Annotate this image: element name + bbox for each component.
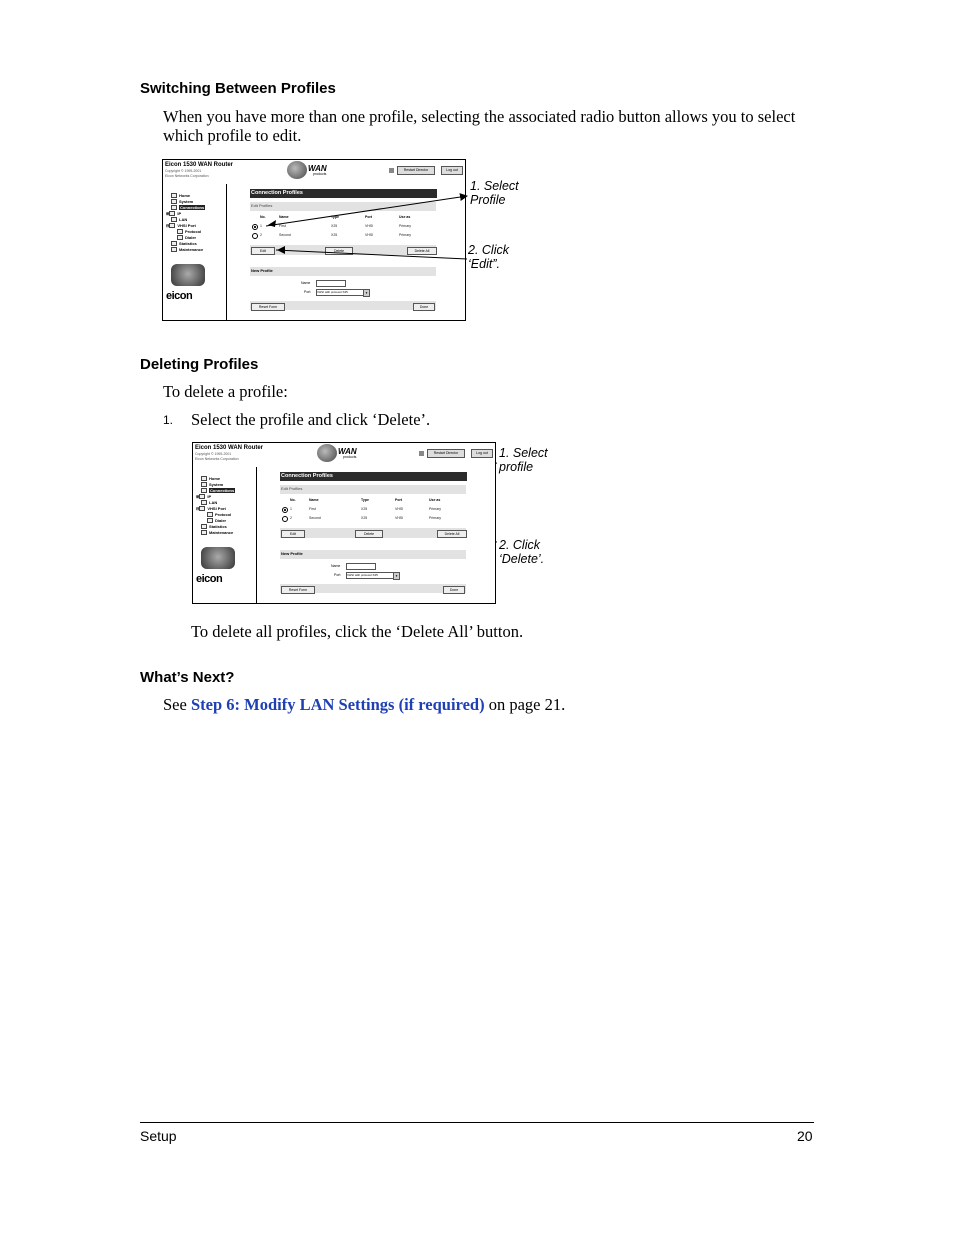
folder-icon — [201, 488, 207, 493]
globe-icon — [317, 444, 337, 462]
cell: First — [279, 224, 286, 228]
nav-item[interactable]: Protocol — [207, 512, 231, 517]
col-header: Use as — [399, 215, 411, 219]
cell: X25 — [331, 224, 338, 228]
folder-icon — [201, 500, 207, 505]
folder-icon — [199, 494, 205, 499]
arrow-to-radio — [266, 196, 467, 226]
col-header: No. — [290, 498, 296, 502]
cell: Primary — [399, 233, 412, 237]
step6-link[interactable]: Step 6: Modify LAN Settings (if required) — [190, 695, 485, 714]
cell: Second — [309, 516, 321, 520]
section-heading-deleting: Deleting Profiles — [140, 356, 259, 373]
new-profile-panel — [280, 550, 466, 559]
folder-icon — [201, 482, 207, 487]
port-select[interactable]: VHSI with protocol X25 — [346, 572, 398, 579]
nav-item[interactable]: ⊞ IP — [166, 211, 182, 216]
app-title: Eicon 1530 WAN Router — [195, 445, 264, 451]
app-title: Eicon 1530 WAN Router — [165, 162, 234, 168]
callout-line: 2. Click — [499, 538, 540, 552]
folder-icon — [201, 530, 207, 535]
folder-icon — [199, 506, 205, 511]
nav-item[interactable]: Statistics — [171, 241, 197, 246]
edit-profiles-title: Edit Profiles — [251, 203, 273, 208]
nav-item[interactable]: Protocol — [177, 229, 201, 234]
col-header: Port — [395, 498, 402, 502]
restart-director-button[interactable]: Restart Director — [427, 449, 465, 458]
whats-next-text — [163, 695, 565, 714]
chevron-down-icon[interactable]: ▾ — [393, 572, 400, 580]
wan-brand: WAN — [308, 164, 327, 173]
profile-radio-1[interactable] — [282, 507, 288, 513]
delete-button[interactable]: Delete — [355, 530, 383, 538]
logout-button[interactable]: Log out — [471, 449, 493, 458]
nav-item-selected[interactable]: Connections — [171, 205, 205, 210]
cell: Primary — [429, 507, 442, 511]
router-screenshot-delete — [192, 442, 496, 604]
cell: Primary — [429, 516, 442, 520]
nav-item[interactable]: LAN — [201, 500, 217, 505]
port-select[interactable]: VHSI with protocol X25 — [316, 289, 368, 296]
status-icon — [419, 451, 424, 456]
nav-item[interactable]: Maintenance — [171, 247, 203, 252]
wan-brand: WAN — [338, 447, 357, 456]
callout-select-profile-2 — [499, 446, 569, 474]
cell: Primary — [399, 224, 412, 228]
nav-item[interactable]: Maintenance — [201, 530, 233, 535]
cell: 1 — [260, 224, 262, 228]
arrow-to-edit — [276, 250, 467, 259]
delete-intro: To delete a profile: — [163, 382, 288, 401]
col-header: Name — [309, 498, 319, 502]
eicon-logo: eicon — [196, 573, 223, 585]
folder-icon — [207, 518, 213, 523]
paragraph-line: When you have more than one profile, selecting the associated radio button allows you to select — [163, 107, 796, 126]
restart-director-button[interactable]: Restart Director — [397, 166, 435, 175]
col-header: Name — [279, 215, 289, 219]
company-text: Eicon Networks Corporation — [195, 457, 239, 461]
company-text: Eicon Networks Corporation — [165, 174, 209, 178]
cell: VHSI — [365, 224, 374, 228]
port-label: Port — [334, 573, 341, 577]
connection-profiles-bar: Connection Profiles — [280, 472, 467, 481]
callout-line: 1. Select — [470, 179, 519, 193]
folder-icon — [201, 524, 207, 529]
page-ref-text: on page 21. — [488, 695, 566, 714]
wan-sub: products — [313, 172, 327, 176]
edit-button[interactable]: Edit — [281, 530, 305, 538]
cell: Second — [279, 233, 291, 237]
copyright-text: Copyright © 1995-2001 — [195, 452, 232, 456]
logout-button[interactable]: Log out — [441, 166, 463, 175]
nav-item[interactable]: ⊞ IP — [196, 494, 212, 499]
nav-sidebar — [193, 467, 257, 603]
step-text: Select the profile and click ‘Delete’. — [191, 410, 431, 429]
callout-line: ‘Edit”. — [468, 257, 500, 271]
step-number: 1. — [163, 413, 174, 427]
eicon-logo: eicon — [166, 290, 193, 302]
paragraph-line: which profile to edit. — [163, 126, 302, 145]
callout-line: profile — [499, 460, 534, 474]
copyright-text: Copyright © 1995-2001 — [165, 169, 202, 173]
section-heading-whats-next: What’s Next? — [140, 669, 235, 686]
cell: X25 — [361, 516, 368, 520]
nav-item[interactable]: Dialer — [177, 235, 196, 240]
reset-form-button[interactable]: Reset Form — [281, 586, 315, 594]
nav-item[interactable]: ⊟ VHSI Port — [166, 223, 196, 228]
section-heading-switching: Switching Between Profiles — [140, 80, 336, 97]
nav-item[interactable]: Statistics — [201, 524, 227, 529]
new-profile-title: New Profile — [251, 268, 273, 273]
cell: VHSI — [395, 516, 404, 520]
footer-rule — [140, 1122, 814, 1123]
nav-item[interactable]: Dialer — [207, 518, 226, 523]
new-profile-title: New Profile — [281, 551, 303, 556]
callout-line: 1. Select — [499, 446, 548, 460]
wan-sub: products — [343, 455, 357, 459]
name-input[interactable] — [346, 563, 376, 570]
col-header: No. — [260, 215, 266, 219]
callout-click-delete — [499, 538, 569, 566]
port-label: Port — [304, 290, 311, 294]
footer-section: Setup — [140, 1128, 177, 1144]
name-label: Name — [301, 281, 311, 285]
done-button[interactable]: Done — [413, 303, 435, 311]
col-header: Type — [361, 498, 369, 502]
connection-profiles-bar: Connection Profiles — [250, 189, 437, 198]
col-header: Use as — [429, 498, 441, 502]
callout-line: ‘Delete’. — [499, 552, 545, 566]
edit-button[interactable]: Edit — [251, 247, 275, 255]
main-content — [257, 467, 495, 603]
nav-item[interactable]: System — [201, 482, 223, 487]
cell: VHSI — [395, 507, 404, 511]
see-text: See — [163, 695, 187, 714]
nav-item[interactable]: Home — [201, 476, 220, 481]
chevron-down-icon[interactable]: ▾ — [363, 289, 370, 297]
done-button[interactable]: Done — [443, 586, 465, 594]
delete-button[interactable]: Delete — [325, 247, 353, 255]
folder-icon — [201, 476, 207, 481]
nav-item[interactable]: System — [171, 199, 193, 204]
col-header: Type — [331, 215, 339, 219]
col-header: Port — [365, 215, 372, 219]
cell: X25 — [331, 233, 338, 237]
cell: X25 — [361, 507, 368, 511]
edit-profiles-title: Edit Profiles — [281, 486, 303, 491]
profile-radio-2[interactable] — [282, 516, 288, 522]
edit-profiles-panel — [280, 485, 466, 494]
cell: VHSI — [365, 233, 374, 237]
router-image — [201, 547, 235, 569]
cell: 1 — [290, 507, 292, 511]
nav-item[interactable]: ⊟ VHSI Port — [196, 506, 226, 511]
callout-line: 2. Click — [468, 243, 509, 257]
nav-item[interactable]: Home — [171, 193, 190, 198]
cell: 2 — [290, 516, 292, 520]
callout-line: Profile — [470, 193, 506, 207]
cell: First — [309, 507, 316, 511]
name-label: Name — [331, 564, 341, 568]
folder-icon — [207, 512, 213, 517]
delete-all-note: To delete all profiles, click the ‘Delete All’ button. — [191, 622, 524, 641]
reset-form-button[interactable]: Reset Form — [251, 303, 285, 311]
arrowhead — [277, 246, 285, 254]
delete-all-button[interactable]: Delete All — [437, 530, 467, 538]
page-number: 20 — [797, 1128, 813, 1144]
nav-item-selected[interactable]: Connections — [201, 488, 235, 493]
delete-all-button[interactable]: Delete All — [407, 247, 437, 255]
nav-item[interactable]: LAN — [171, 217, 187, 222]
cell: 2 — [260, 233, 262, 237]
